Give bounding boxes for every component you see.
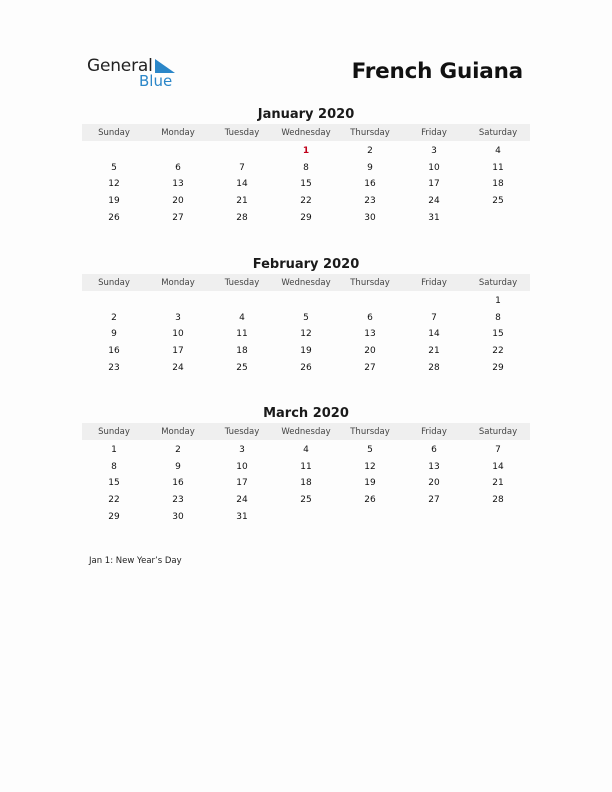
day-cell: 28 — [428, 362, 440, 373]
day-cell-holiday: 1 — [302, 146, 310, 157]
day-cell: 30 — [172, 511, 184, 522]
day-cell: 19 — [300, 346, 312, 357]
day-cell: 5 — [367, 445, 373, 456]
day-cell: 23 — [172, 495, 184, 506]
day-cell: 3 — [175, 312, 181, 323]
day-cell: 7 — [239, 162, 245, 173]
generalblue-logo — [87, 56, 187, 92]
weekday-label: Monday — [161, 127, 195, 138]
day-cell: 25 — [492, 196, 504, 207]
weekday-label: Tuesday — [224, 426, 260, 437]
day-cell: 29 — [300, 212, 312, 223]
week-row — [82, 459, 530, 476]
day-cell: 12 — [108, 179, 120, 190]
day-cell: 11 — [300, 461, 312, 472]
day-cell: 2 — [367, 146, 373, 157]
month-calendar — [82, 106, 530, 226]
country-title: French Guiana — [351, 59, 523, 84]
day-cell: 27 — [428, 495, 440, 506]
month-title: March 2020 — [263, 406, 349, 421]
day-cell: 23 — [364, 196, 376, 207]
day-cell: 18 — [300, 478, 312, 489]
day-cell: 18 — [236, 346, 248, 357]
day-cell: 13 — [428, 461, 440, 472]
day-cell: 26 — [108, 212, 120, 223]
day-cell: 19 — [364, 478, 376, 489]
logo-text-blue: Blue — [139, 72, 173, 90]
day-cell: 31 — [236, 511, 248, 522]
week-row — [82, 293, 530, 310]
week-row — [82, 193, 530, 210]
day-cell: 28 — [236, 212, 248, 223]
day-cell: 2 — [175, 445, 181, 456]
day-cell: 25 — [300, 495, 312, 506]
day-cell: 22 — [300, 196, 312, 207]
day-cell: 8 — [303, 162, 309, 173]
holiday-list — [89, 556, 182, 566]
day-cell: 13 — [364, 329, 376, 340]
day-cell: 20 — [172, 196, 184, 207]
day-cell: 18 — [492, 179, 504, 190]
month-title: January 2020 — [257, 107, 355, 122]
day-cell: 22 — [492, 346, 504, 357]
day-cell: 6 — [431, 445, 437, 456]
day-cell: 7 — [431, 312, 437, 323]
day-cell: 14 — [236, 179, 248, 190]
weekday-header-row — [82, 274, 530, 291]
day-cell: 23 — [108, 362, 120, 373]
day-grid — [82, 442, 530, 525]
weekday-label: Thursday — [350, 127, 390, 138]
day-cell: 24 — [428, 196, 440, 207]
day-cell: 6 — [367, 312, 373, 323]
day-cell: 20 — [364, 346, 376, 357]
day-cell: 9 — [175, 461, 181, 472]
weekday-label: Monday — [161, 277, 195, 288]
day-cell: 11 — [492, 162, 504, 173]
weekday-label: Wednesday — [281, 127, 331, 138]
day-cell: 16 — [364, 179, 376, 190]
day-cell: 17 — [236, 478, 248, 489]
day-cell: 10 — [236, 461, 248, 472]
day-cell: 9 — [111, 329, 117, 340]
day-cell: 7 — [495, 445, 501, 456]
day-cell: 9 — [367, 162, 373, 173]
weekday-label: Tuesday — [224, 127, 260, 138]
day-cell: 12 — [364, 461, 376, 472]
week-row — [82, 209, 530, 226]
week-row — [82, 176, 530, 193]
day-cell: 4 — [495, 146, 501, 157]
logo-text-general: General — [87, 56, 153, 76]
day-cell: 15 — [492, 329, 504, 340]
weekday-label: Thursday — [350, 277, 390, 288]
day-cell: 1 — [111, 445, 117, 456]
day-cell: 29 — [108, 511, 120, 522]
week-row — [82, 326, 530, 343]
day-cell: 11 — [236, 329, 248, 340]
weekday-label: Sunday — [98, 127, 130, 138]
week-row — [82, 359, 530, 376]
day-cell: 4 — [303, 445, 309, 456]
weekday-label: Sunday — [98, 277, 130, 288]
day-cell: 1 — [495, 296, 501, 307]
day-cell: 15 — [108, 478, 120, 489]
day-cell: 20 — [428, 478, 440, 489]
day-cell: 26 — [300, 362, 312, 373]
day-cell: 10 — [428, 162, 440, 173]
week-row — [82, 508, 530, 525]
week-row — [82, 343, 530, 360]
day-cell: 14 — [492, 461, 504, 472]
week-row — [82, 492, 530, 509]
week-row — [82, 310, 530, 327]
weekday-label: Friday — [421, 127, 447, 138]
day-cell: 17 — [172, 346, 184, 357]
day-cell: 26 — [364, 495, 376, 506]
day-cell: 3 — [239, 445, 245, 456]
day-cell: 29 — [492, 362, 504, 373]
day-cell: 4 — [239, 312, 245, 323]
day-cell: 13 — [172, 179, 184, 190]
day-grid — [82, 143, 530, 226]
day-cell: 22 — [108, 495, 120, 506]
weekday-label: Friday — [421, 277, 447, 288]
month-calendar — [82, 405, 530, 525]
day-cell: 28 — [492, 495, 504, 506]
weekday-label: Friday — [421, 426, 447, 437]
day-cell: 5 — [111, 162, 117, 173]
day-cell: 31 — [428, 212, 440, 223]
day-cell: 10 — [172, 329, 184, 340]
day-cell: 16 — [172, 478, 184, 489]
day-cell: 17 — [428, 179, 440, 190]
week-row — [82, 442, 530, 459]
day-cell: 21 — [492, 478, 504, 489]
day-cell: 24 — [172, 362, 184, 373]
weekday-label: Wednesday — [281, 277, 331, 288]
weekday-label: Wednesday — [281, 426, 331, 437]
weekday-label: Saturday — [478, 426, 518, 437]
day-cell: 16 — [108, 346, 120, 357]
day-grid — [82, 293, 530, 376]
holiday-item: Jan 1: New Year’s Day — [89, 556, 182, 566]
day-cell: 8 — [111, 461, 117, 472]
day-cell: 25 — [236, 362, 248, 373]
day-cell: 12 — [300, 329, 312, 340]
day-cell: 3 — [431, 146, 437, 157]
day-cell: 14 — [428, 329, 440, 340]
weekday-label: Saturday — [478, 277, 518, 288]
weekday-label: Sunday — [98, 426, 130, 437]
weekday-label: Monday — [161, 426, 195, 437]
weekday-header-row — [82, 124, 530, 141]
week-row — [82, 160, 530, 177]
weekday-label: Saturday — [478, 127, 518, 138]
week-row — [82, 143, 530, 160]
day-cell: 5 — [303, 312, 309, 323]
weekday-label: Tuesday — [224, 277, 260, 288]
weekday-label: Thursday — [350, 426, 390, 437]
day-cell: 19 — [108, 196, 120, 207]
day-cell: 27 — [364, 362, 376, 373]
day-cell: 2 — [111, 312, 117, 323]
day-cell: 27 — [172, 212, 184, 223]
month-title: February 2020 — [252, 257, 360, 272]
logo-triangle-icon — [155, 59, 175, 73]
day-cell: 6 — [175, 162, 181, 173]
day-cell: 24 — [236, 495, 248, 506]
week-row — [82, 475, 530, 492]
day-cell: 15 — [300, 179, 312, 190]
day-cell: 21 — [236, 196, 248, 207]
weekday-header-row — [82, 423, 530, 440]
day-cell: 8 — [495, 312, 501, 323]
day-cell: 30 — [364, 212, 376, 223]
day-cell: 21 — [428, 346, 440, 357]
month-calendar — [82, 256, 530, 376]
